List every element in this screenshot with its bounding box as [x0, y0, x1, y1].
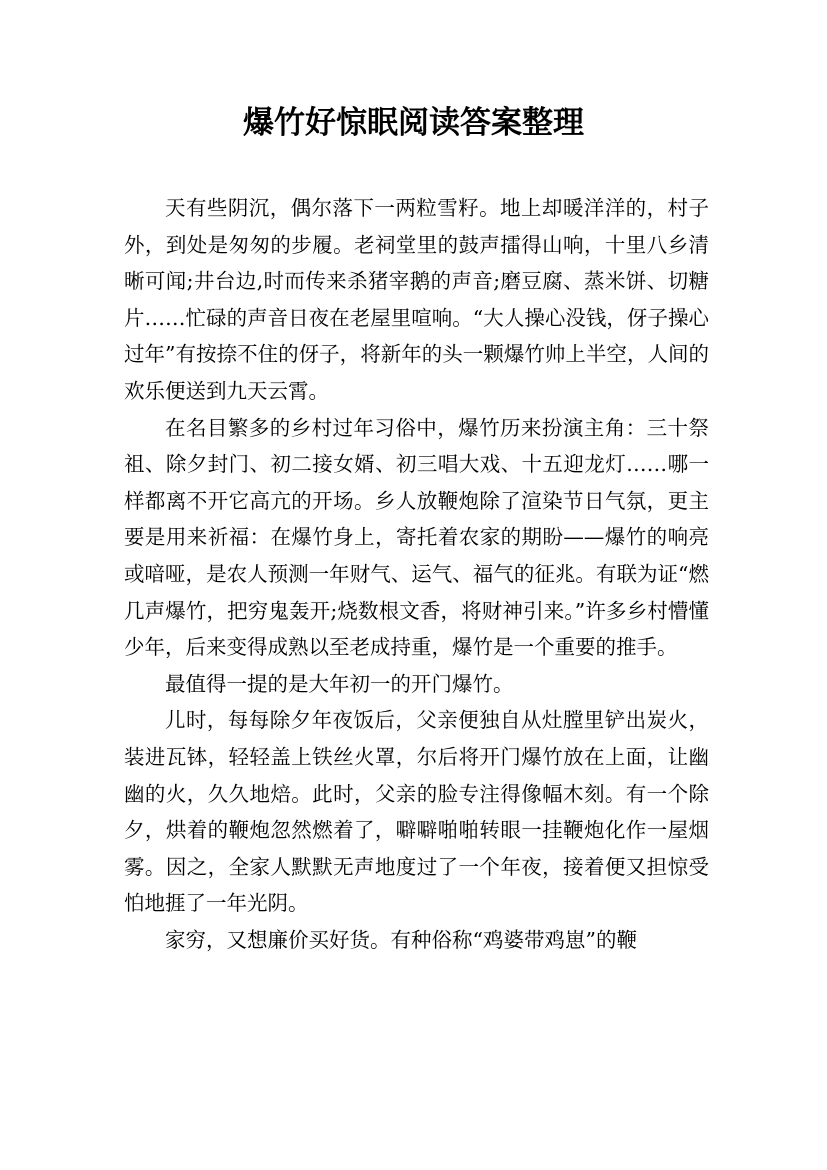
paragraph-4: 儿时，每每除夕年夜饭后，父亲便独自从灶膛里铲出炭火，装进瓦钵，轻轻盖上铁丝火罩，尔后将开门爆竹放在上面，让幽幽的火，久久地焙。此时，父亲的脸专注得像幅木刻。有一个除夕，烘着的鞭炮忽然燃着了，噼噼啪啪转眼一挂鞭炮化作一屋烟雾。因之，全家人默默无声地度过了一个年夜，接着便又担惊受怕地捱了一年光阴。 — [124, 708, 709, 916]
paragraph-2: 在名目繁多的乡村过年习俗中，爆竹历来扮演主角：三十祭祖、除夕封门、初二接女婿、初三唱大戏、十五迎龙灯……哪一样都离不开它高亢的开场。乡人放鞭炮除了渲染节日气氛，更主要是用来祈福：在爆竹身上，寄托着农家的期盼——爆竹的响亮或喑哑，是农人预测一年财气、运气、福气的征兆。有联为证“燃几声爆竹，把穷鬼轰开;烧数根文香，将财神引来。”许多乡村懵懂少年，后来变得成熟以至老成持重，爆竹是一个重要的推手。 — [124, 415, 709, 660]
paragraph-5: 家穷，又想廉价买好货。有种俗称“鸡婆带鸡崽”的鞭 — [165, 927, 637, 952]
page-title: 爆竹好惊眠阅读答案整理 — [243, 105, 584, 141]
article-body — [124, 190, 709, 958]
paragraph-3: 最值得一提的是大年初一的开门爆竹。 — [165, 671, 514, 696]
paragraph-1: 天有些阴沉，偶尔落下一两粒雪籽。地上却暖洋洋的，村子外，到处是匆匆的步履。老祠堂里的鼓声擂得山响，十里八乡清晰可闻;井台边,时而传来杀猪宰鹅的声音;磨豆腐、蒸米饼、切糖片……忙碌的声音日夜在老屋里喧响。“大人操心没钱，伢子操心过年”有按捺不住的伢子，将新年的头一颗爆竹帅上半空，人间的欢乐便送到九天云霄。 — [124, 196, 709, 403]
